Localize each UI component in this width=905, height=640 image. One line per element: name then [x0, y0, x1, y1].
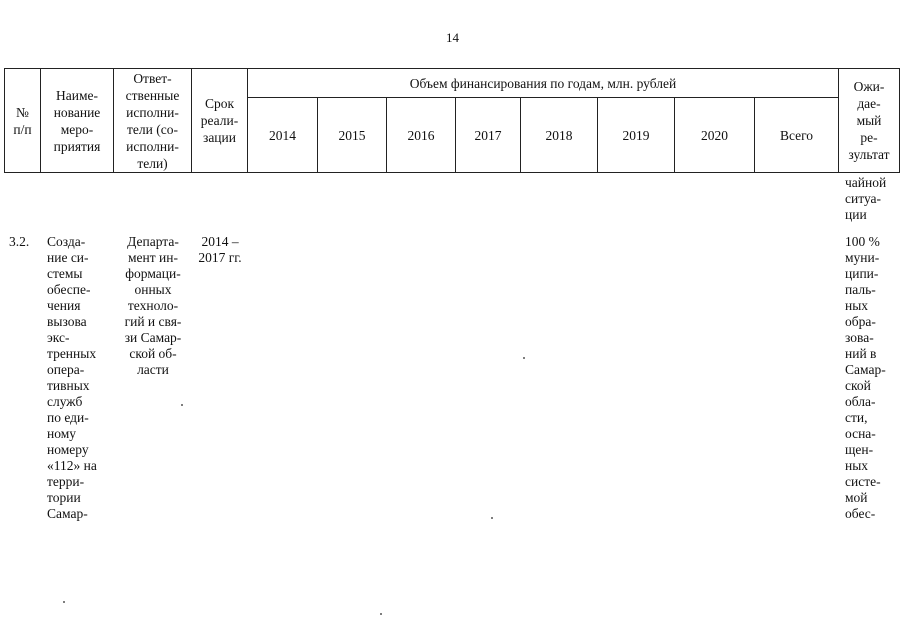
header-year: 2017 [474, 127, 502, 143]
scan-speck [523, 357, 525, 359]
header-year: 2016 [407, 127, 435, 143]
header-year: 2014 [269, 127, 296, 143]
header-bottom-border [4, 172, 900, 173]
header-responsible: Ответ- ственные исполни- тели (со- исполни- тели) [125, 70, 180, 171]
header-number: № п/п [13, 104, 32, 137]
scan-speck [380, 613, 382, 615]
header-year: 2018 [545, 127, 573, 143]
header-event-name: Наиме- нование меро- приятия [53, 87, 101, 154]
header-year: 2020 [701, 127, 728, 143]
page-number: 14 [446, 30, 459, 45]
header-term: Срок реали- зации [200, 96, 239, 145]
header-total: Всего [779, 127, 814, 143]
header-funding: Объем финансирования по годам, млн. рублей [409, 75, 677, 91]
row-term: 2014 – 2017 гг. [198, 234, 242, 265]
col-divider [899, 68, 900, 173]
header-year: 2019 [622, 127, 650, 143]
row-expected-result: 100 % муни- ципи- паль- ных обра- зова- ний в Самар- ской обла- сти, осна- щен- ных систе- мой обес- [845, 234, 886, 521]
row-responsible: Департа- мент ин- формаци- онных техноло- гий и свя- зи Самар- ской об- ласти [124, 234, 182, 377]
scan-speck [181, 404, 183, 406]
scan-speck [491, 517, 493, 519]
table-header [0, 68, 905, 173]
continued-result-text: чайной ситуа- ции [845, 175, 887, 222]
row-event-name: Созда- ние си- стемы обеспе- чения вызова экс- тренных опера- тивных служб по еди- ному номеру «112» на терри- тории Самар- [47, 234, 97, 521]
scan-speck [63, 601, 65, 603]
header-year: 2015 [338, 127, 366, 143]
row-number: 3.2. [9, 234, 30, 249]
header-expected-result: Ожи- дае- мый ре- зультат [848, 79, 890, 162]
